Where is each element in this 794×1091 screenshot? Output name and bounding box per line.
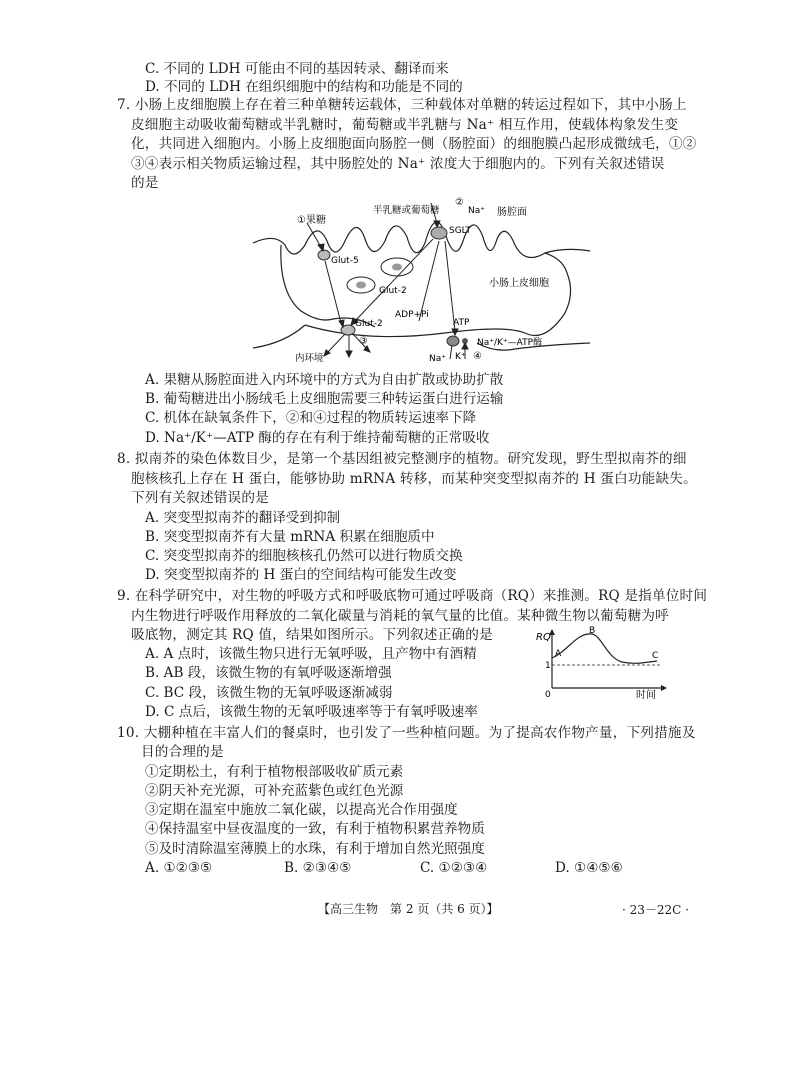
q8-option-b: B. 突变型拟南芥有大量 mRNA 积累在细胞质中 xyxy=(145,529,435,545)
graph-origin: 0 xyxy=(545,690,551,700)
q9-stem-line: 吸底物，测定其 RQ 值，结果如图所示。下列叙述正确的是 xyxy=(131,627,493,643)
q7-option-d: D. Na⁺/K⁺—ATP 酶的存在有利于维持葡萄糖的正常吸收 xyxy=(145,430,490,446)
label-atp: ATP xyxy=(453,318,470,328)
q7-transport-diagram xyxy=(245,193,600,365)
q7-option-a: A. 果糖从肠腔面进入内环境中的方式为自由扩散或协助扩散 xyxy=(145,372,504,388)
apical-membrane xyxy=(253,222,590,257)
label-na-bottom: Na⁺ xyxy=(429,354,446,364)
q7-stem-line: 的是 xyxy=(131,175,159,191)
q8-option-c: C. 突变型拟南芥的细胞核核孔仍然可以进行物质交换 xyxy=(145,548,463,564)
label-circle-3: ③ xyxy=(359,336,368,347)
label-glut5: Glut-5 xyxy=(331,256,359,266)
label-na-top: Na⁺ xyxy=(468,206,485,216)
label-internal-environment: 内环境 xyxy=(295,353,324,364)
q9-option-b: B. AB 段，该微生物的有氧呼吸逐渐增强 xyxy=(145,665,392,681)
q8-option-a: A. 突变型拟南芥的翻译受到抑制 xyxy=(145,510,341,526)
label-fructose: ①果糖 xyxy=(297,215,326,226)
q10-item: ⑤及时清除温室薄膜上的水珠，有利于增加自然光照强度 xyxy=(145,841,485,857)
q10-option-d: D. ①④⑤⑥ xyxy=(555,860,623,876)
label-cell: 小肠上皮细胞 xyxy=(489,278,549,289)
q9-rq-graph xyxy=(532,624,672,700)
q9-stem-line: 9. 在科学研究中，对生物的呼吸方式和呼吸底物可通过呼吸商（RQ）来推测。RQ 是指单位时间 xyxy=(117,588,708,604)
label-glut2-bottom: Glut-2 xyxy=(355,319,383,329)
label-pump: Na⁺/K⁺—ATP酶 xyxy=(477,338,543,348)
sglt-carrier xyxy=(431,227,447,239)
q10-option-b: B. ②③④⑤ xyxy=(284,860,352,876)
label-circle-2: ② xyxy=(455,197,464,208)
q6-option-d: D. 不同的 LDH 在组织细胞中的结构和功能是不同的 xyxy=(145,79,463,95)
q9-option-a: A. A 点时，该微生物只进行无氧呼吸，且产物中有酒精 xyxy=(145,646,477,662)
q10-option-a: A. ①②③⑤ xyxy=(145,860,213,876)
q9-option-d: D. C 点后，该微生物的无氧呼吸速率等于有氧呼吸速率 xyxy=(145,704,478,720)
page-footer: 【高三生物 第 2 页（共 6 页）】 xyxy=(318,902,499,916)
q8-stem-line: 下列有关叙述错误的是 xyxy=(131,490,269,506)
label-glut2-mid: Glut-2 xyxy=(379,286,407,296)
label-sglt: SGLT xyxy=(449,226,471,236)
graph-ylabel: RQ xyxy=(536,632,551,643)
glut5-carrier xyxy=(318,250,330,260)
rq-curve xyxy=(552,634,657,663)
q9-stem-line: 内生物进行呼吸作用释放的二氧化碳量与消耗的氧气量的比值。某种微生物以葡萄糖为呼 xyxy=(131,608,669,624)
q7-option-b: B. 葡萄糖进出小肠绒毛上皮细胞需要三种转运蛋白进行运输 xyxy=(145,391,504,407)
q8-option-d: D. 突变型拟南芥的 H 蛋白的空间结构可能发生改变 xyxy=(145,567,457,583)
label-adp-pi: ADP+Pi xyxy=(395,310,429,320)
q10-option-c: C. ①②③④ xyxy=(420,860,488,876)
label-galactose-glucose: 半乳糖或葡萄糖 xyxy=(373,205,440,216)
q7-stem-line: 化，共同进入细胞内。小肠上皮细胞面向肠腔一侧（肠腔面）的细胞膜凸起形成微绒毛，①② xyxy=(131,136,697,152)
q8-stem-line: 胞核核孔上存在 H 蛋白，能够协助 mRNA 转移，而某种突变型拟南芥的 H 蛋白功能缺失。 xyxy=(131,471,697,487)
q10-item: ③定期在温室中施放二氧化碳，以提高光合作用强度 xyxy=(145,802,458,818)
q8-stem-line: 8. 拟南芥的染色体数目少，是第一个基因组被完整测序的植物。研究发现，野生型拟南芥的细 xyxy=(117,451,687,467)
label-circle-4: ④ xyxy=(473,351,482,362)
na-k-pump xyxy=(447,336,459,346)
q10-item: ②阴天补充光源，可补充蓝紫色或红色光源 xyxy=(145,783,404,799)
graph-xlabel: 时间 xyxy=(636,690,656,700)
label-k-bottom: K⁺ xyxy=(455,352,466,362)
graph-point-b: B xyxy=(589,626,596,636)
q10-stem-line: 目的合理的是 xyxy=(141,744,224,760)
label-lumen: 肠腔面 xyxy=(497,207,527,218)
graph-ytick: 1 xyxy=(545,661,551,671)
q7-option-c: C. 机体在缺氧条件下，②和④过程的物质转运速率下降 xyxy=(145,410,477,426)
graph-point-c: C xyxy=(652,651,659,661)
q10-item: ①定期松土，有利于植物根部吸收矿质元素 xyxy=(145,764,404,780)
q7-stem-line: 7. 小肠上皮细胞膜上存在着三种单糖转运载体，三种载体对单糖的转运过程如下，其中小肠上 xyxy=(117,97,687,113)
q7-stem-line: 皮细胞主动吸收葡萄糖或半乳糖时，葡萄糖或半乳糖与 Na⁺ 相互作用，使载体构象发生变 xyxy=(131,117,679,133)
graph-point-a: A xyxy=(555,649,562,659)
q10-stem-line: 10. 大棚种植在丰富人们的餐桌时，也引发了一些种植问题。为了提高农作物产量，下列措施及 xyxy=(117,725,696,741)
q9-option-c: C. BC 段，该微生物的无氧呼吸逐渐减弱 xyxy=(145,685,393,701)
q10-item: ④保持温室中昼夜温度的一致，有利于植物积累营养物质 xyxy=(145,821,485,837)
exam-code: · 23－22C · xyxy=(622,903,689,917)
q6-option-c: C. 不同的 LDH 可能由不同的基因转录、翻译而来 xyxy=(145,61,449,77)
q7-stem-line: ③④表示相关物质运输过程，其中肠腔处的 Na⁺ 浓度大于细胞内的。下列有关叙述错误 xyxy=(131,156,665,172)
